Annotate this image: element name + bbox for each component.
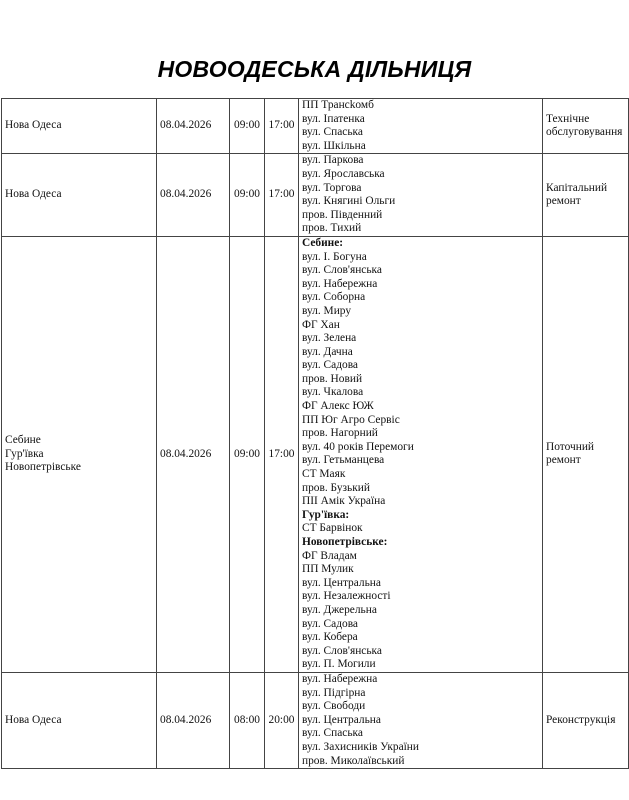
- settlement-cell: [2, 236, 157, 672]
- settlement-cell: [2, 154, 157, 237]
- settlement-name: Нова Одеса: [5, 713, 62, 726]
- table-row: [2, 99, 629, 154]
- settlement-heading: Себине:: [302, 236, 344, 249]
- address-line: пров. Бузький: [302, 481, 370, 494]
- addresses-cell: [299, 99, 543, 154]
- address-line: вул. Гетьманцева: [302, 454, 385, 467]
- address-line: ПП Мулик: [302, 563, 354, 576]
- start-time-cell: 08:00: [230, 672, 265, 768]
- address-line: вул. Підгірна: [302, 686, 366, 699]
- address-line: вул. Паркова: [302, 154, 364, 167]
- settlement-cell: [2, 99, 157, 154]
- date-cell: 08.04.2026: [157, 154, 230, 237]
- address-line: ФГ Алекс ЮЖ: [302, 400, 374, 413]
- address-line: вул. Центральна: [302, 713, 381, 726]
- address-line: пров. Нагорний: [302, 427, 378, 440]
- address-line: вул. Миру: [302, 304, 352, 317]
- address-line: вул. Кобера: [302, 631, 358, 644]
- address-line: вул. І. Богуна: [302, 250, 367, 263]
- address-line: СТ Барвінок: [302, 522, 363, 535]
- address-line: вул. Слов'янська: [302, 264, 382, 277]
- table-row: [2, 236, 629, 672]
- addresses-cell: [299, 672, 543, 768]
- address-line: вул. Чкалова: [302, 386, 364, 399]
- address-line: вул. Ярославська: [302, 167, 385, 180]
- address-line: пров. Південний: [302, 208, 383, 221]
- work-type-cell: Капітальний ремонт: [543, 154, 629, 237]
- page-title: НОВООДЕСЬКА ДІЛЬНИЦЯ: [157, 56, 472, 82]
- address-line: вул. Центральна: [302, 576, 381, 589]
- work-type-cell: Поточний ремонт: [543, 236, 629, 672]
- work-type-cell: Реконструкція: [543, 672, 629, 768]
- start-time-cell: 09:00: [230, 236, 265, 672]
- addresses-cell: [299, 154, 543, 237]
- address-line: вул. Джерельна: [302, 603, 377, 616]
- address-line: вул. Слов'янська: [302, 644, 382, 657]
- date-cell: 08.04.2026: [157, 99, 230, 154]
- address-line: вул. Набережна: [302, 277, 378, 290]
- address-line: вул. П. Могили: [302, 658, 376, 671]
- address-line: вул. Спаська: [302, 126, 363, 139]
- address-line: вул. Садова: [302, 617, 358, 630]
- address-line: вул. Захисників України: [302, 740, 419, 753]
- address-line: вул. Свободи: [302, 700, 366, 713]
- address-line: вул. Незалежності: [302, 590, 391, 603]
- end-time-cell: 17:00: [265, 154, 299, 237]
- address-line: пров. Миколаївський: [302, 754, 405, 767]
- address-line: вул. Спаська: [302, 727, 363, 740]
- address-line: вул. Дачна: [302, 345, 353, 358]
- address-line: ПІІ Амік Україна: [302, 495, 386, 508]
- address-line: вул. Шкільна: [302, 139, 366, 152]
- address-line: пров. Новий: [302, 372, 363, 385]
- start-time-cell: 09:00: [230, 99, 265, 154]
- settlement-name: Себине: [5, 434, 41, 447]
- settlement-name: Нова Одеса: [5, 188, 62, 201]
- address-line: СТ Маяк: [302, 468, 346, 481]
- start-time-cell: 09:00: [230, 154, 265, 237]
- settlement-cell: [2, 672, 157, 768]
- settlement-name: Гур'ївка: [5, 447, 44, 460]
- address-line: вул. Соборна: [302, 291, 366, 304]
- end-time-cell: 20:00: [265, 672, 299, 768]
- address-line: ФГ Хан: [302, 318, 340, 331]
- address-line: вул. Набережна: [302, 672, 378, 685]
- settlement-heading: Гур'ївка:: [302, 508, 350, 521]
- address-line: вул. Зелена: [302, 332, 357, 345]
- table-row: [2, 672, 629, 768]
- address-line: ПП Трансkомб: [302, 99, 374, 111]
- address-line: ПП Юг Агро Сервіс: [302, 413, 400, 426]
- end-time-cell: 17:00: [265, 99, 299, 154]
- table-row: [2, 154, 629, 237]
- address-line: ФГ Владам: [302, 549, 357, 562]
- address-line: вул. 40 років Перемоги: [302, 440, 414, 453]
- address-line: вул. Садова: [302, 359, 358, 372]
- work-type-cell: Технічне обслуговування: [543, 99, 629, 154]
- address-line: вул. Іпатенка: [302, 112, 365, 125]
- address-line: вул. Торгова: [302, 181, 362, 194]
- addresses-cell: [299, 236, 543, 672]
- address-line: пров. Тихий: [302, 222, 362, 235]
- date-cell: 08.04.2026: [157, 236, 230, 672]
- outage-schedule-table: [1, 98, 629, 769]
- settlement-name: Нова Одеса: [5, 119, 62, 132]
- end-time-cell: 17:00: [265, 236, 299, 672]
- settlement-name: Новопетрівське: [5, 461, 81, 474]
- date-cell: 08.04.2026: [157, 672, 230, 768]
- address-line: вул. Княгині Ольги: [302, 195, 396, 208]
- settlement-heading: Новопетрівське:: [302, 536, 388, 548]
